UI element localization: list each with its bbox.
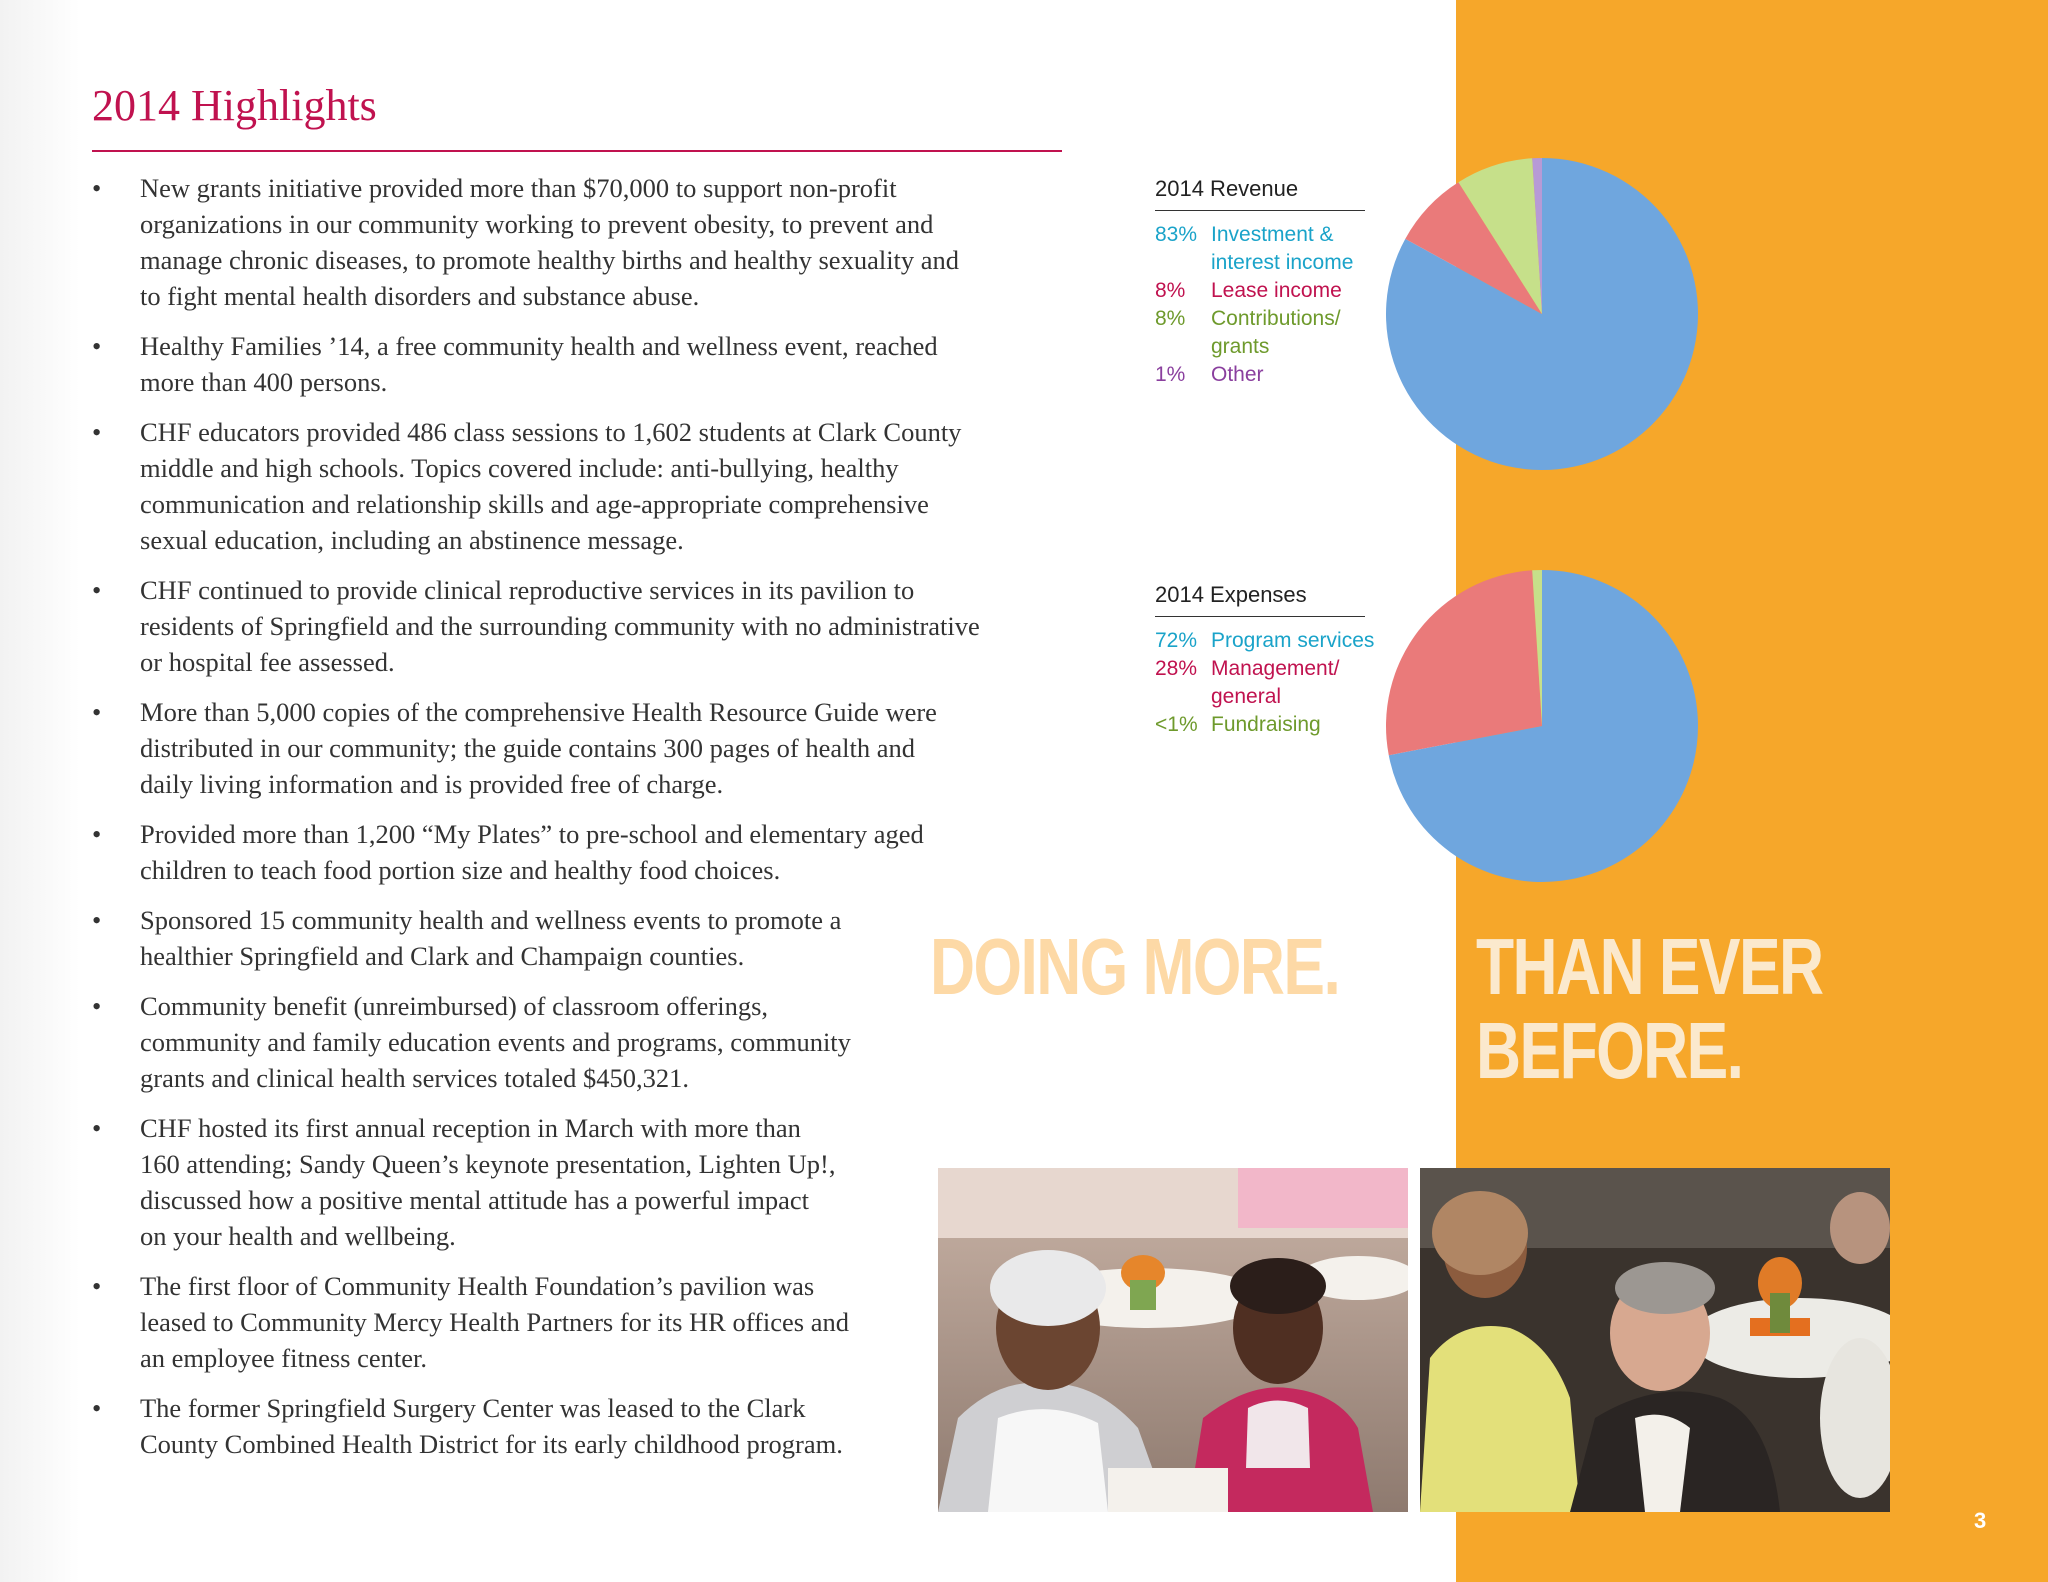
pie-slice xyxy=(1386,570,1542,755)
highlight-item xyxy=(92,328,1052,400)
highlight-text: Provided more than 1,200 “My Plates” to pre-school and elementary aged children to teach food portion size and healthy food choices. xyxy=(140,819,924,885)
left-margin-shade xyxy=(0,0,80,1582)
legend-label: Contributions/ grants xyxy=(1211,307,1341,358)
bullet-dot: • xyxy=(92,991,102,1021)
highlight-text: Sponsored 15 community health and wellness events to promote a healthier Springfield and Clark and Champaign counties. xyxy=(140,905,842,971)
legend-percent: 8% xyxy=(1155,279,1186,302)
bullet-dot: • xyxy=(92,417,102,447)
highlight-item xyxy=(92,414,1052,558)
highlight-item xyxy=(92,816,1052,888)
bullet-dot: • xyxy=(92,819,102,849)
legend-percent: 72% xyxy=(1155,629,1198,652)
highlight-item xyxy=(92,988,1052,1096)
revenue-pie-chart xyxy=(1382,154,1702,474)
bullet-dot: • xyxy=(92,905,102,935)
legend-percent: <1% xyxy=(1155,713,1198,736)
legend-percent: 8% xyxy=(1155,307,1186,330)
expenses-title-rule xyxy=(1155,616,1365,617)
headline-doing-more: DOING MORE. xyxy=(930,922,1340,1011)
legend-percent: 1% xyxy=(1155,363,1186,386)
legend-label: Lease income xyxy=(1211,279,1342,302)
bullet-dot: • xyxy=(92,1271,102,1301)
bullet-dot: • xyxy=(92,331,102,361)
legend-entry xyxy=(1155,277,1365,305)
legend-entry xyxy=(1155,221,1365,277)
highlight-text: Community benefit (unreimbursed) of classroom offerings, community and family education events and programs, community grants and clinical health services totaled $450,321. xyxy=(140,991,851,1093)
revenue-legend xyxy=(1155,221,1365,389)
highlight-item xyxy=(92,170,1052,314)
legend-percent: 28% xyxy=(1155,657,1198,680)
expenses-legend-block xyxy=(1155,582,1374,739)
page-number: 3 xyxy=(1974,1508,1987,1533)
legend-entry xyxy=(1155,627,1374,655)
highlight-text: CHF continued to provide clinical reproductive services in its pavilion to residents of Springfield and the surrounding community with no administrative or hospital fee assessed. xyxy=(140,575,980,677)
legend-label: Management/ general xyxy=(1211,657,1340,708)
bullet-dot: • xyxy=(92,1113,102,1143)
highlight-text: The former Springfield Surgery Center was leased to the Clark County Combined Health District for its early childhood program. xyxy=(140,1393,843,1459)
highlight-item xyxy=(92,1110,1052,1254)
photo-reception-audience xyxy=(1420,1168,1890,1512)
legend-entry xyxy=(1155,711,1374,739)
highlight-text: CHF hosted its first annual reception in March with more than 160 attending; Sandy Queen’s keynote presentation, Lighten Up!, discussed how a positive mental attitude has a powerful impact on your health and wellbeing. xyxy=(140,1113,836,1251)
page-title: 2014 Highlights xyxy=(92,81,377,130)
expenses-pie-chart xyxy=(1382,566,1702,886)
revenue-chart-title: 2014 Revenue xyxy=(1155,176,1299,201)
expenses-legend xyxy=(1155,627,1374,739)
highlight-text: CHF educators provided 486 class sessions to 1,602 students at Clark County middle and high schools. Topics covered include: anti-bullying, healthy communication and relationship skills and age-appropriate comprehensive sexual education, including an abstinence message. xyxy=(140,417,962,555)
bullet-dot: • xyxy=(92,1393,102,1423)
legend-label: Fundraising xyxy=(1211,713,1321,736)
highlight-text: Healthy Families ’14, a free community health and wellness event, reached more than 400 persons. xyxy=(140,331,938,397)
expenses-chart-title: 2014 Expenses xyxy=(1155,582,1307,607)
photo-two-women-at-reception xyxy=(938,1168,1408,1512)
highlight-item xyxy=(92,1390,1052,1462)
legend-label: Other xyxy=(1211,363,1264,386)
highlight-text: More than 5,000 copies of the comprehensive Health Resource Guide were distributed in our community; the guide contains 300 pages of health and daily living information and is provided free of charge. xyxy=(140,697,937,799)
legend-percent: 83% xyxy=(1155,223,1198,246)
legend-entry xyxy=(1155,361,1365,389)
highlights-list xyxy=(92,170,1052,1476)
legend-entry xyxy=(1155,655,1374,711)
revenue-title-rule xyxy=(1155,210,1365,211)
bullet-dot: • xyxy=(92,697,102,727)
legend-label: Investment & interest income xyxy=(1211,223,1354,274)
legend-label: Program services xyxy=(1211,629,1375,652)
bullet-dot: • xyxy=(92,575,102,605)
highlight-item xyxy=(92,902,1052,974)
legend-entry xyxy=(1155,305,1365,361)
title-divider xyxy=(92,150,1062,152)
highlight-item xyxy=(92,572,1052,680)
revenue-legend-block xyxy=(1155,176,1365,389)
highlight-text: New grants initiative provided more than $70,000 to support non-profit organizations in our community working to prevent obesity, to prevent and manage chronic diseases, to promote healthy births and healthy sexuality and to fight mental health disorders and substance abuse. xyxy=(140,173,960,311)
highlight-text: The first floor of Community Health Foundation’s pavilion was leased to Community Mercy Health Partners for its HR offices and an employee fitness center. xyxy=(140,1271,849,1373)
headline-than-ever-before: THAN EVER BEFORE. xyxy=(1476,922,1823,1095)
highlight-item xyxy=(92,1268,1052,1376)
bullet-dot: • xyxy=(92,173,102,203)
highlight-item xyxy=(92,694,1052,802)
